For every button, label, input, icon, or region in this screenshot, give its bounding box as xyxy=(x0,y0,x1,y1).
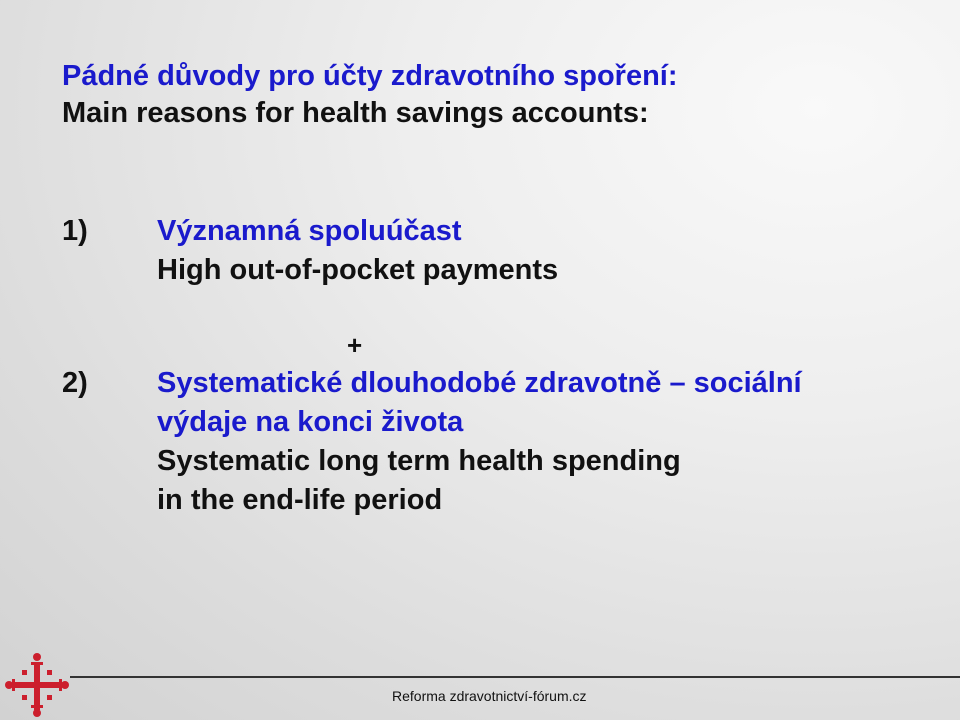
item-czech-line: Významná spoluúčast xyxy=(157,215,462,247)
plus-separator: + xyxy=(347,330,363,360)
title-czech: Pádné důvody pro účty zdravotního spoření: xyxy=(62,60,678,92)
item-czech-line: výdaje na konci života xyxy=(157,406,464,438)
medical-people-cross-icon xyxy=(4,652,70,718)
item-body xyxy=(157,212,558,290)
footer-text: Reforma zdravotnictví-fórum.cz xyxy=(392,688,587,704)
item-number: 2) xyxy=(62,367,88,399)
item-english-line: Systematic long term health spending xyxy=(157,445,681,477)
footer-divider xyxy=(70,676,960,678)
item-czech-line: Systematické dlouhodobé zdravotně – sociální xyxy=(157,367,802,399)
item-body xyxy=(157,364,802,520)
item-number: 1) xyxy=(62,215,88,247)
slide-title xyxy=(62,58,678,132)
item-english-line: in the end-life period xyxy=(157,484,443,516)
item-english-line: High out-of-pocket payments xyxy=(157,254,559,286)
title-english: Main reasons for health savings accounts: xyxy=(62,97,649,129)
